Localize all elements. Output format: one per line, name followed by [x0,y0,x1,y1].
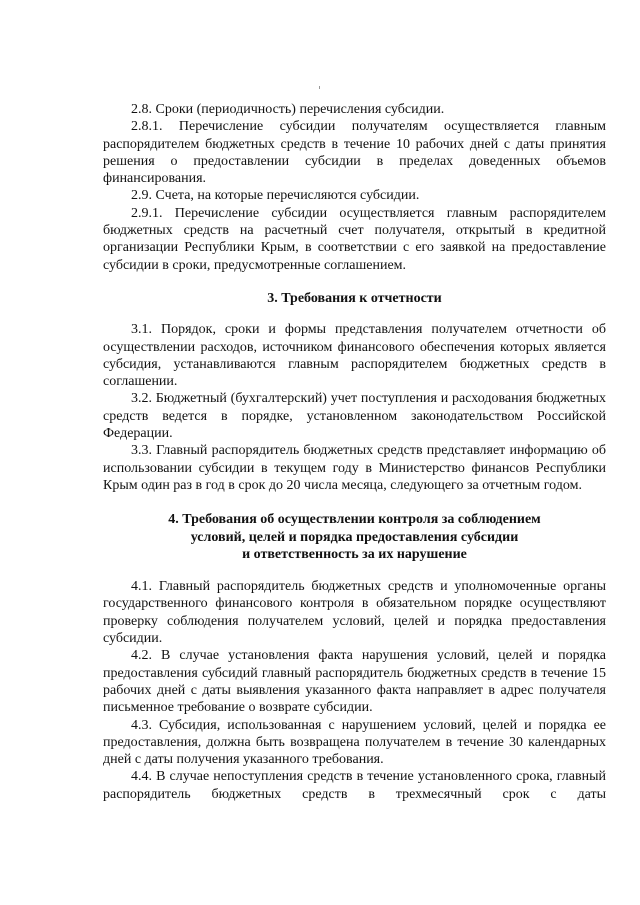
section-3-heading: 3. Требования к отчетности [267,290,442,306]
paragraph-2-8-1: 2.8.1. Перечисление субсидии получателям осуществляется главным распорядителем бюджетных средств в течение 10 рабочих дней с даты принятия решения о предоставлении субсидии в пределах доведенных объемов финансирования. [103,119,606,187]
paragraph-4-3: 4.3. Субсидия, использованная с нарушением условий, целей и порядка ее предоставления, должна быть возвращена получателем в течение 30 календарных дней с даты получения указанного требования. [103,717,606,768]
paragraph-2-8: 2.8. Сроки (периодичность) перечисления субсидии. [131,102,445,117]
paragraph-3-2: 3.2. Бюджетный (бухгалтерский) учет поступления и расходования бюджетных средств ведется в порядке, установленном законодательством Российской Федерации. [103,391,606,442]
section-4-heading-line-3: и ответственность за их нарушение [242,546,467,562]
section-4-heading-line-1: 4. Требования об осуществлении контроля за соблюдением [168,512,541,528]
paragraph-3-3: 3.3. Главный распорядитель бюджетных средств представляет информацию об использовании субсидии в текущем году в Министерство финансов Республики Крым один раз в год в срок до 20 числа месяца, следующего за отчетным годом. [103,443,606,493]
paragraph-4-1: 4.1. Главный распорядитель бюджетных средств и уполномоченные органы государственного финансового контроля в обязательном порядке осуществляют проверку соблюдения получателем условий, целей и порядка предоставления субсидии. [103,579,606,647]
section-4-heading [103,511,606,563]
paragraph-4-4: 4.4. В случае непоступления средств в течение установленного срока, главный распорядитель бюджетных средств в трехмесячный срок с даты [103,769,606,802]
document-body [103,101,606,803]
paragraph-2-9-1: 2.9.1. Перечисление субсидии осуществляется главным распорядителем бюджетных средств на расчетный счет получателя, открытый в кредитной организации Республики Крым, в соответствии с его заявкой на предоставление субсидии в сроки, предусмотренные соглашением. [103,205,606,273]
paragraph-4-2: 4.2. В случае установления факта нарушения условий, целей и порядка предоставления субсидий главный распорядитель бюджетных средств в течение 15 рабочих дней с даты выявления указанного факта направляет в адрес получателя письменное требование о возврате субсидии. [103,648,606,716]
paragraph-3-1: 3.1. Порядок, сроки и формы представления получателем отчетности об осуществлении расходов, источником финансового обеспечения которых является субсидия, устанавливаются главным распорядителем бюджетных средств в соглашении. [103,322,606,390]
paragraph-2-9: 2.9. Счета, на которые перечисляются субсидии. [131,188,420,204]
section-4-heading-line-2: условий, целей и порядка предоставления субсидии [190,529,519,545]
scan-mark [319,86,320,89]
